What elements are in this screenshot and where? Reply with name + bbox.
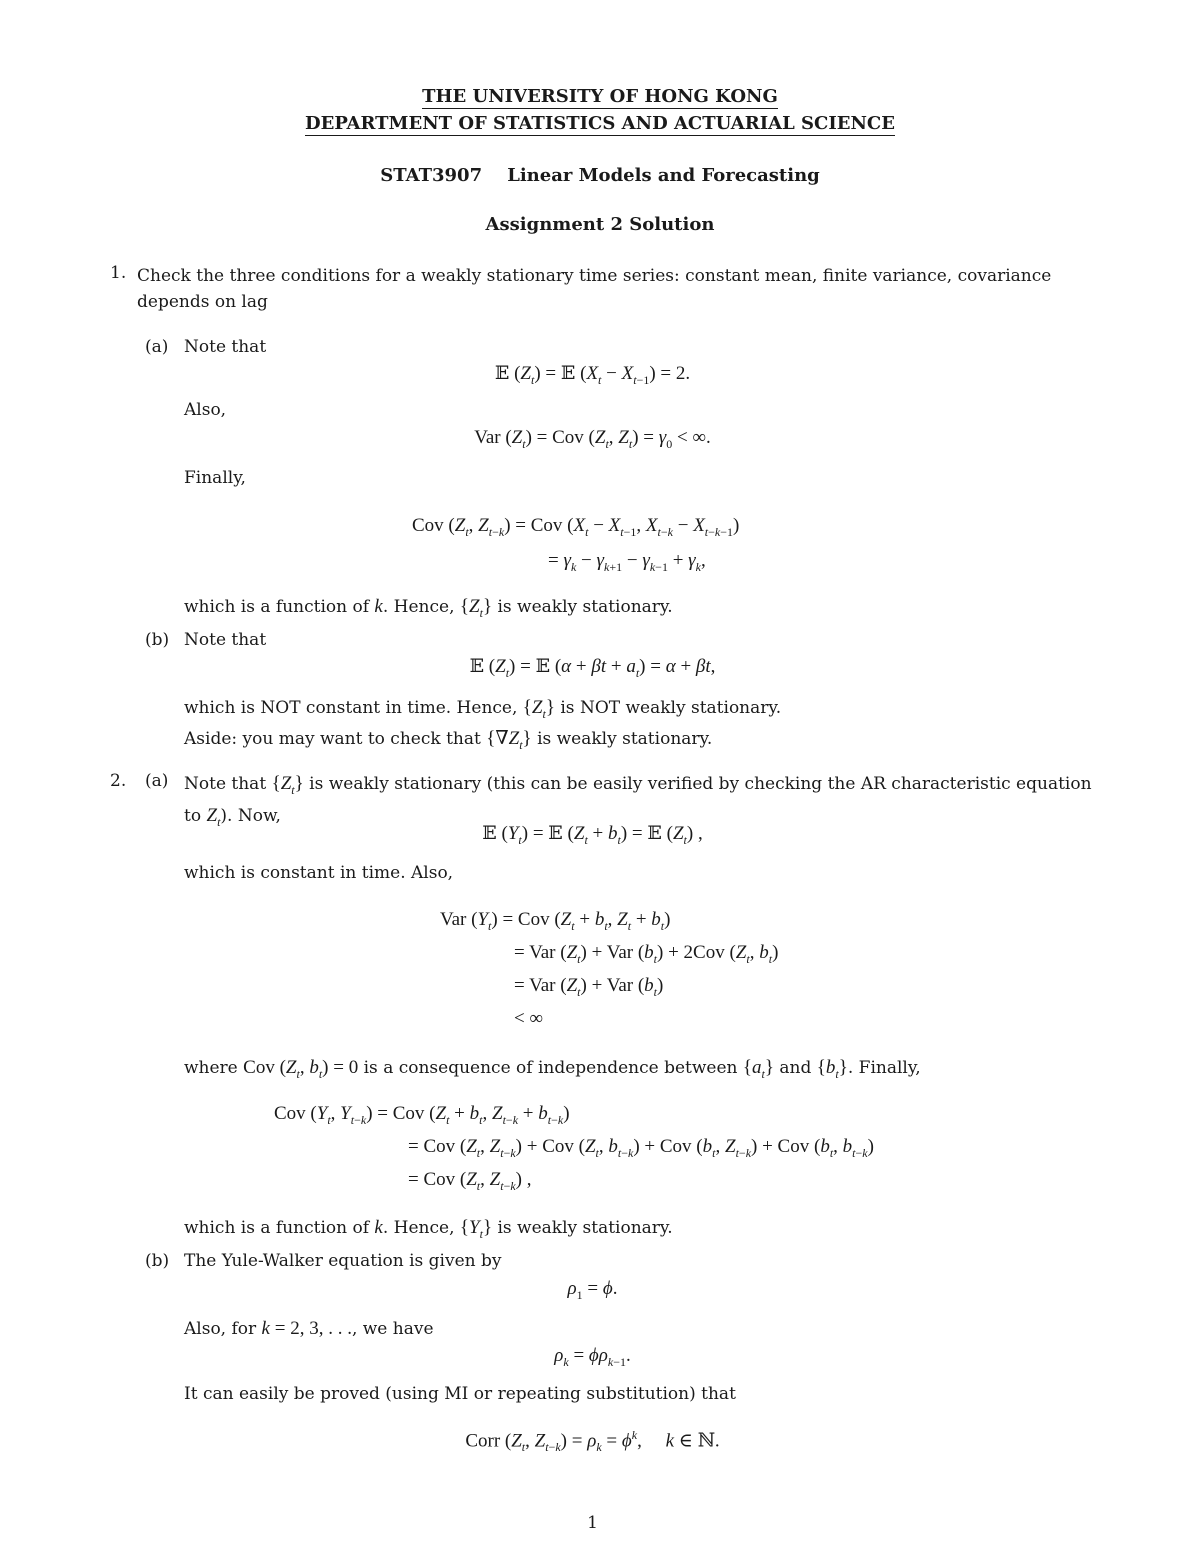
q2-number: 2. [110, 771, 127, 791]
q2b-eq-corr: Corr ($Z_t$, $Z_{t-k}) = \rho_k = \phi^k$, k ∈ ℕ. [465, 1428, 720, 1455]
q2a-eq-var-1: Var $(Y_t)$ = Cov ($Z_t + b_t$, $Z_t + b_t$) [440, 909, 671, 933]
q2a-eq-mean: 𝔼 $(Y_t)$ = 𝔼 $(Z_t + b_t)$ = 𝔼 $(Z_t)$ , [482, 823, 703, 847]
q1a-eq-var: Var $(Z_t)$ = Cov ($Z_t$, $Z_t) = \gamma_0$ < ∞. [474, 427, 711, 451]
q2b-eq-recursion: $\rho_k = \phi\rho_{k-1}$. [554, 1345, 631, 1369]
q2a-eq-var-2: = Var $(Z_t)$ + Var $(b_t) + 2Cov$ ($Z_t$, $b_t$) [514, 942, 779, 966]
q2b-also: Also, for k = 2, 3, . . ., we have [184, 1318, 434, 1339]
q2a-label: (a) [145, 771, 169, 791]
q1a-conclusion: which is a function of k. Hence, $\{Z_t\}$ is weakly stationary. [184, 596, 673, 620]
q2a-eq-cov-2: = Cov ($Z_t$, $Z_{t-k}$) + Cov ($Z_t$, $b_{t-k}$) + Cov ($b_t$, $Z_{t-k}$) + Cov ($b_t$, $b_{t-k}$) [408, 1136, 874, 1160]
q1a-also: Also, [184, 400, 227, 420]
q2b-eq-yw: $\rho_1 = \phi$. [567, 1278, 618, 1302]
q2b-proved: It can easily be proved (using MI or repeating substitution) that [184, 1384, 736, 1404]
department-title: DEPARTMENT OF STATISTICS AND ACTUARIAL SCIENCE [305, 113, 895, 134]
university-title: THE UNIVERSITY OF HONG KONG [422, 86, 778, 107]
q2a-eq-cov-3: = Cov ($Z_t$, $Z_{t-k}$) , [408, 1169, 532, 1193]
q1a-note: Note that [184, 337, 267, 357]
q2a-eq-var-4: < ∞ [514, 1008, 544, 1029]
course-title [0, 165, 1200, 186]
q2a-constant: which is constant in time. Also, [184, 863, 454, 883]
q1a-eq-mean: 𝔼 $(Z_t)$ = 𝔼 $(X_t - X_{t-1}) = 2$. [494, 363, 691, 387]
q1-number: 1. [110, 263, 127, 283]
assignment-title: Assignment 2 Solution [485, 214, 715, 235]
course-name: Linear Models and Forecasting [507, 165, 820, 186]
q1b-conclusion: which is NOT constant in time. Hence, $\{Z_t\}$ is NOT weakly stationary. [184, 697, 782, 721]
q2b-label: (b) [145, 1251, 170, 1271]
course-code: STAT3907 [380, 165, 483, 186]
q1a-label: (a) [145, 337, 169, 357]
q1b-label: (b) [145, 630, 170, 650]
q2a-conclusion: which is a function of k. Hence, $\{Y_t\}$ is weakly stationary. [184, 1217, 673, 1241]
q2a-eq-var-3: = Var $(Z_t)$ + Var $(b_t)$ [514, 975, 664, 999]
page-number: 1 [587, 1513, 598, 1533]
q2a-where: where Cov ($Z_t$, $b_t) = 0$ is a consequence of independence between $\{a_t\}$ and $\{b_t\}$. Finally, [184, 1057, 921, 1081]
q1a-eq-cov-2: = $\gamma_k - \gamma_{k+1} - \gamma_{k-1} + \gamma_k$, [548, 550, 706, 574]
q2b-yw: The Yule-Walker equation is given by [184, 1251, 502, 1271]
q2a-eq-cov-1: Cov ($Y_t$, $Y_{t-k}$) = Cov ($Z_t + b_t$, $Z_{t-k} + b_{t-k}$) [274, 1103, 570, 1127]
q1b-aside: Aside: you may want to check that $\{\nabla Z_t\}$ is weakly stationary. [184, 728, 713, 752]
q1b-note: Note that [184, 630, 267, 650]
q1-intro: Check the three conditions for a weakly stationary time series: constant mean, finite variance, covariance depends on lag [137, 266, 1052, 312]
q1b-eq-mean: 𝔼 $(Z_t)$ = 𝔼 $(\alpha + \beta t + a_t) = \alpha + \beta t$, [469, 656, 716, 680]
q1a-finally: Finally, [184, 468, 246, 488]
q2a-intro: Note that $\{Z_t\}$ is weakly stationary (this can be easily verified by checking the AR characteristic equation to $Z_t$). Now, [184, 773, 1092, 829]
q1a-eq-cov-1: Cov ($Z_t$, $Z_{t-k}$) = Cov ($X_t - X_{t-1}$, $X_{t-k} - X_{t-k-1}$) [412, 515, 740, 539]
